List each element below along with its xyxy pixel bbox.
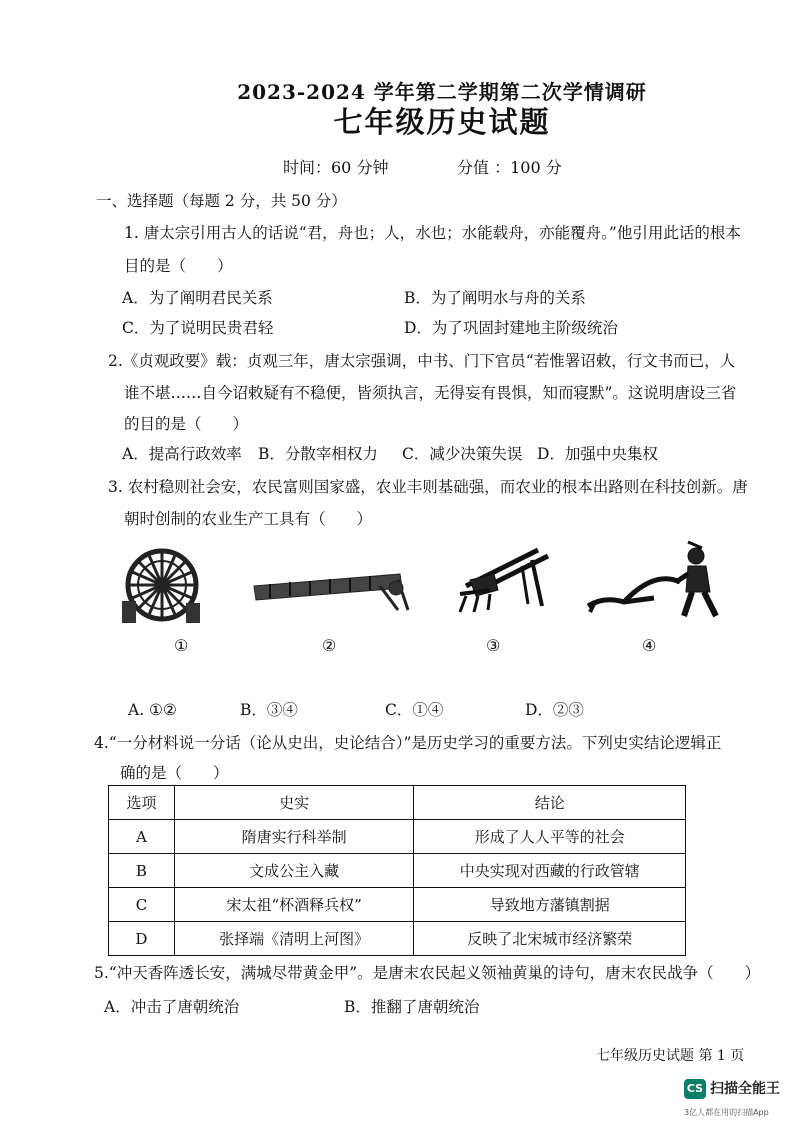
q2-option-b: B．分散宰相权力 (258, 445, 378, 463)
option-cell: B (109, 854, 175, 888)
q5-option-b: B．推翻了唐朝统治 (344, 998, 480, 1016)
q3-option-b: B．③④ (240, 701, 298, 719)
q1-stem-line2: 目的是（ ） (124, 257, 233, 275)
scanner-app-name: 扫描全能王 (710, 1081, 780, 1097)
q3-stem-line2: 朝时创制的农业生产工具有（ ） (124, 510, 373, 528)
conclusion-cell: 导致地方藩镇割据 (414, 888, 686, 922)
exam-term: 2023-2024 学年第二学期第二次学情调研 (237, 80, 647, 104)
header-conclusion: 结论 (414, 786, 686, 820)
page-title: 七年级历史试题 (333, 105, 551, 139)
q3-stem-line1: 3. 农村稳则社会安，农民富则国家盛，农业丰则基础强，而农业的根本出路则在科技创新。唐 (108, 478, 748, 496)
q4-stem-line2: 确的是（ ） (120, 764, 229, 782)
table-row (109, 922, 686, 956)
q3-option-c: C．①④ (385, 701, 444, 719)
water-wheel-image (120, 545, 204, 625)
figure-label-1: ① (174, 636, 189, 655)
q1-stem-line1: 1. 唐太宗引用古人的话说“君，舟也；人，水也；水能载舟，亦能覆舟。”他引用此话的根本 (124, 224, 741, 242)
table-header-row (109, 786, 686, 820)
camscanner-logo-icon: CS (684, 1079, 706, 1099)
q1-option-a: A．为了阐明君民关系 (122, 289, 273, 307)
table-row (109, 854, 686, 888)
fact-cell: 张择端《清明上河图》 (174, 922, 414, 956)
scanner-app-tagline: 3亿人都在用的扫描App (684, 1108, 769, 1117)
q5-option-a: A．冲击了唐朝统治 (104, 998, 240, 1016)
option-cell: A (109, 820, 175, 854)
q3-option-d: D．②③ (525, 701, 584, 719)
header-option: 选项 (109, 786, 175, 820)
q1-option-d: D．为了巩固封建地主阶级统治 (404, 319, 618, 337)
chain-pump-image (250, 566, 410, 616)
page-footer: 七年级历史试题 第 1 页 (596, 1048, 745, 1064)
option-cell: C (109, 888, 175, 922)
q2-stem-line2: 谁不堪……自今诏敕疑有不稳便，皆须执言，无得妄有畏惧，知而寝默”。这说明唐设三省 (124, 384, 737, 402)
q4-stem-line1: 4.“一分材料说一分话（论从史出，史论结合）”是历史学习的重要方法。下列史实结论逻辑正 (94, 734, 722, 752)
figure-label-2: ② (322, 636, 337, 655)
exam-score: 分值 ：100 分 (457, 158, 562, 177)
fact-cell: 隋唐实行科举制 (174, 820, 414, 854)
seed-drill-image (446, 546, 552, 616)
figure-label-3: ③ (486, 636, 501, 655)
fact-cell: 宋太祖“杯酒释兵权” (174, 888, 414, 922)
figure-label-4: ④ (642, 636, 657, 655)
exam-time: 时间：60 分钟 (283, 158, 389, 177)
table-row (109, 888, 686, 922)
q2-stem-line1: 2.《贞观政要》载：贞观三年，唐太宗强调，中书、门下官员“若惟署诏敕，行文书而已，人 (108, 352, 736, 370)
conclusion-cell: 形成了人人平等的社会 (414, 820, 686, 854)
q4-table (108, 785, 686, 956)
curved-plough-image (584, 540, 730, 620)
conclusion-cell: 中央实现对西藏的行政管辖 (414, 854, 686, 888)
header-fact: 史实 (174, 786, 414, 820)
q2-option-d: D．加强中央集权 (537, 445, 658, 463)
q2-option-c: C．减少决策失误 (402, 445, 523, 463)
fact-cell: 文成公主入藏 (174, 854, 414, 888)
q2-stem-line3: 的目的是（ ） (124, 415, 249, 433)
q1-option-c: C．为了说明民贵君轻 (122, 319, 274, 337)
q5-stem-line1: 5.“冲天香阵透长安，满城尽带黄金甲”。是唐末农民起义领袖黄巢的诗句，唐末农民战争（ ） (94, 964, 761, 982)
table-row (109, 820, 686, 854)
option-cell: D (109, 922, 175, 956)
section-heading: 一、选择题（每题 2 分，共 50 分） (96, 192, 347, 210)
q3-option-a: A. ①② (128, 701, 177, 719)
q2-option-a: A．提高行政效率 (122, 445, 242, 463)
conclusion-cell: 反映了北宋城市经济繁荣 (414, 922, 686, 956)
q1-option-b: B．为了阐明水与舟的关系 (404, 289, 586, 307)
